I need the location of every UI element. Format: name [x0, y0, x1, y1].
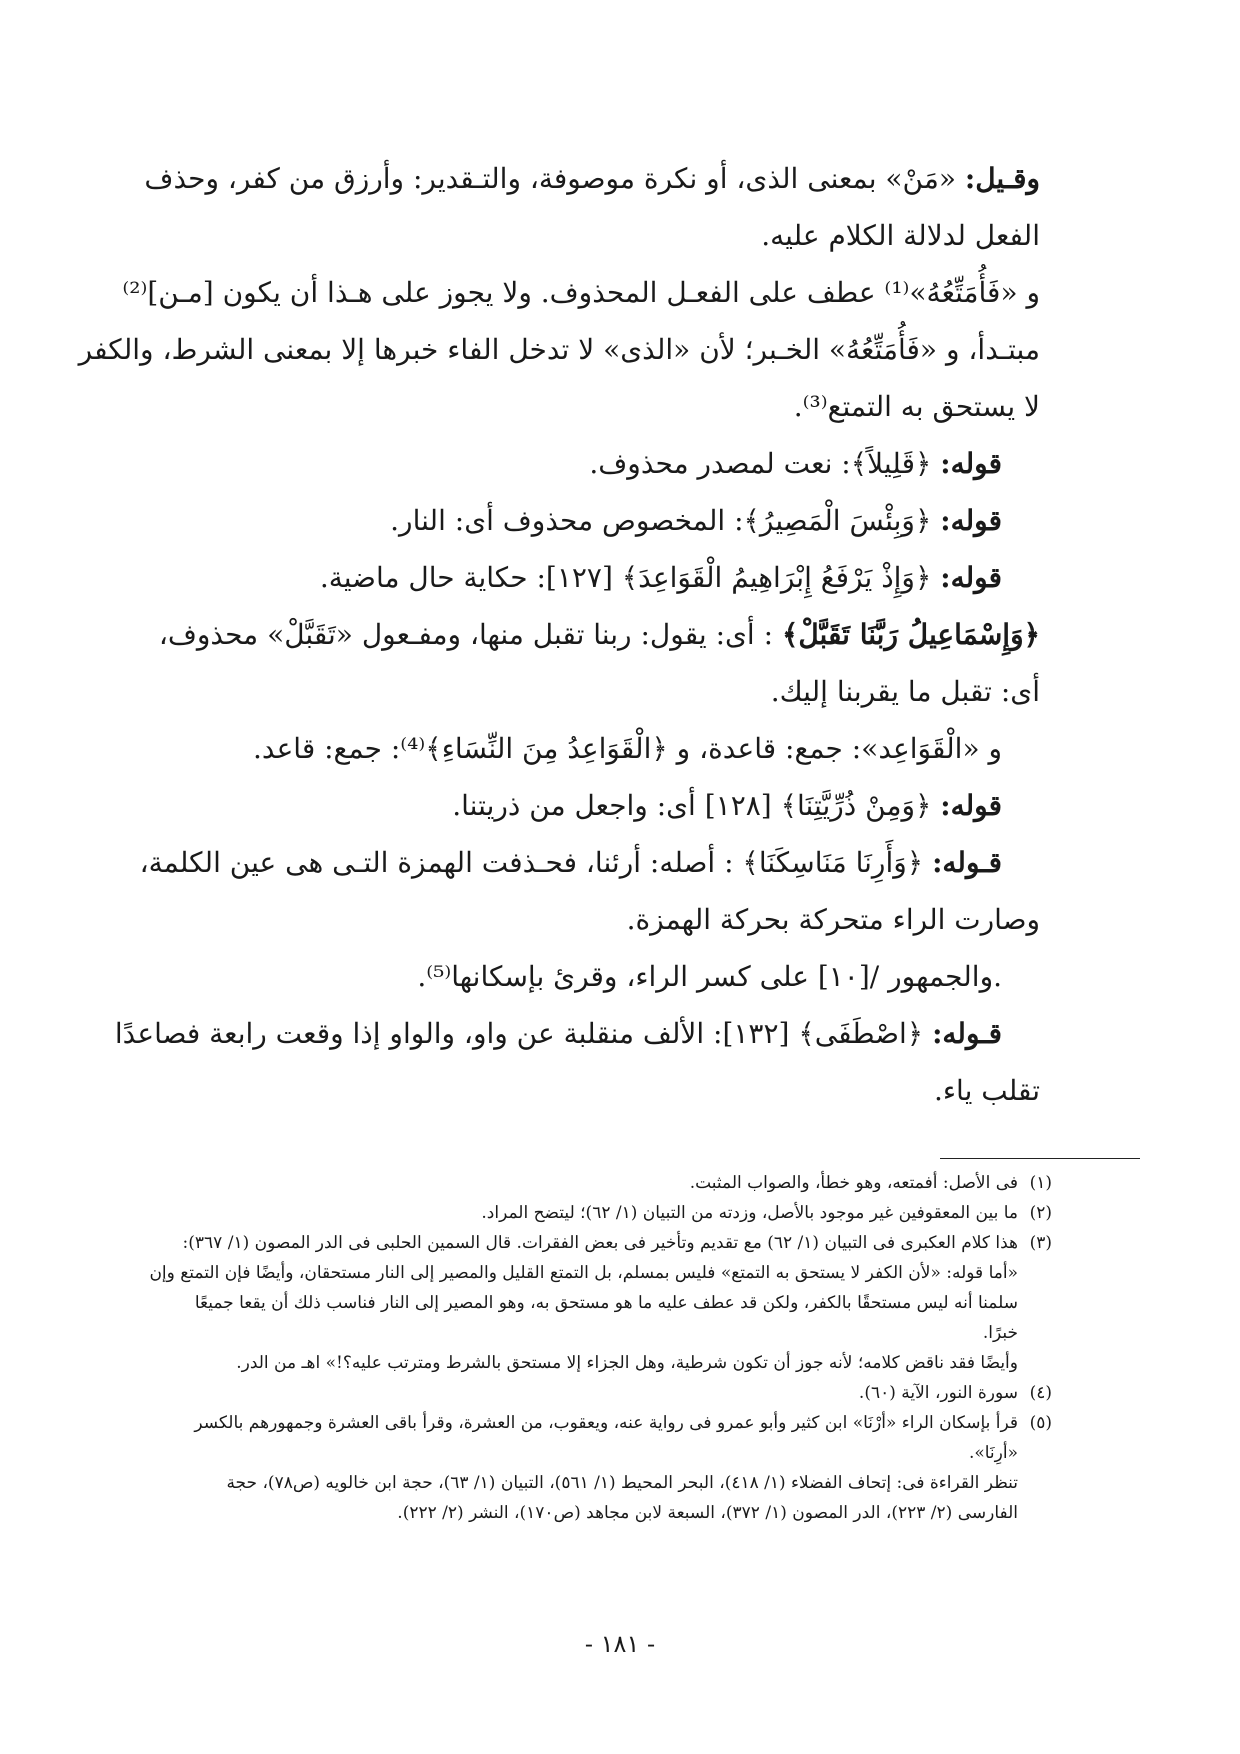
line-text: وصارت الراء متحركة بحركة الهمزة. [626, 903, 1040, 936]
footnote-text: خبرًا. [982, 1323, 1018, 1343]
footnote-text: تنظر القراءة فى: إتحاف الفضلاء (١/ ٤١٨)، البحر المحيط (١/ ٥٦١)، التبيان (١/ ٦٣)، حجة ابن خالويه (ص٧٨)، حجة [226, 1473, 1018, 1493]
line-text: مبتـدأ، و «فَأُمَتِّعُهُ» الخـبر؛ لأن «الذى» لا تدخل الفاء خبرها إلا بمعنى الشرط، والكفر [78, 333, 1040, 366]
text-line [114, 1005, 1040, 1062]
text-line [200, 720, 1040, 777]
footnote-text: قرأ بإسكان الراء «أرْنَا» ابن كثير وأبو عمرو فى رواية عنه، ويعقوب، من العشرة، وقرأ باقى العشرة وجمهورهم بالكسر [194, 1413, 1018, 1433]
text-line [200, 891, 1040, 948]
footnote-number: (٤) [1029, 1383, 1052, 1403]
footnote-text: سلمنا أنه ليس مستحقًا بالكفر، ولكن قد عطف عليه ما هو مستحق به، وهو المصير إلى النار فناسب ذلك أن يقعا جميعًا [194, 1293, 1018, 1313]
footnotes [149, 1168, 1052, 1528]
line-lead: قوله: [940, 561, 1002, 594]
line-text: : أى: يقول: ربنا تقبل منها، ومفـعول «تَقَبَّلْ» محذوف، [158, 618, 782, 651]
text-line [200, 1062, 1040, 1119]
footnote-line [200, 1348, 1052, 1378]
line-text: و «الْقَوَاعِد»: جمع: قاعدة، و ﴿الْقَوَاعِدُ مِنَ النِّسَاءِ﴾⁽⁴⁾: جمع: قاعد. [253, 732, 1002, 765]
line-text: ﴿وَأَرِنَا مَنَاسِكَنَا﴾ : أصله: أرئنا، فحـذفت الهمزة التـى هى عين الكلمة، [139, 846, 933, 879]
text-line [139, 834, 1040, 891]
footnote-text: «أرِنَا». [968, 1443, 1018, 1463]
footnote-text: سورة النور، الآية (٦٠). [858, 1383, 1018, 1403]
footnote-number: (٥) [1029, 1413, 1052, 1433]
text-line [158, 606, 1040, 663]
line-text: «مَنْ» بمعنى الذى، أو نكرة موصوفة، والتـقدير: وأرزق من كفر، وحذف [144, 162, 965, 195]
text-line [122, 264, 1040, 321]
footnote-line [200, 1438, 1052, 1468]
footnote-number: (٢) [1029, 1203, 1052, 1223]
line-text: الفعل لدلالة الكلام عليه. [761, 219, 1040, 252]
line-text: أى: تقبل ما يقربنا إليك. [770, 675, 1040, 708]
footnote-separator [940, 1158, 1140, 1159]
footnote-line [149, 1258, 1052, 1288]
footnote-line [200, 1498, 1052, 1528]
footnote-line [200, 1168, 1052, 1198]
line-text: ﴿وَبِئْسَ الْمَصِيرُ﴾: المخصوص محذوف أى: النار. [390, 504, 941, 537]
footnote-text: وأيضًا فقد ناقض كلامه؛ لأنه جوز أن تكون شرطية، وهل الجزاء إلا مستحق بالشرط ومترتب عليه؟!» اهـ من الدر. [236, 1353, 1018, 1373]
footnote-line [200, 1198, 1052, 1228]
text-line [78, 321, 1040, 378]
line-text: تقلب ياء. [933, 1074, 1040, 1107]
footnote-number: (١) [1029, 1173, 1052, 1193]
text-line [200, 663, 1040, 720]
line-lead: وقـيل: [964, 162, 1040, 195]
footnote-text: الفارسى (٢/ ٢٢٣)، الدر المصون (١/ ٣٧٢)، السبعة لابن مجاهد (ص١٧٠)، النشر (٢/ ٢٢٢). [397, 1503, 1018, 1523]
text-line [200, 948, 1040, 1005]
line-lead: قـوله: [932, 1017, 1002, 1050]
text-line [144, 150, 1040, 207]
main-text [78, 150, 1040, 1119]
page-number: - ١٨١ - [584, 1630, 656, 1658]
text-line [200, 492, 1040, 549]
footnote-line [194, 1408, 1052, 1438]
line-text: لا يستحق به التمتع⁽³⁾. [793, 390, 1040, 423]
line-text: ﴿اصْطَفَى﴾ [١٣٢]: الألف منقلبة عن واو، والواو إذا وقعت رابعة فصاعدًا [114, 1017, 933, 1050]
footnote-text: «أما قوله: «لأن الكفر لا يستحق به التمتع» فليس بمسلم، بل التمتع القليل والمصير إلى النار مستحقان، وأيضًا فإن التمتع وإن [149, 1263, 1018, 1283]
line-lead: قوله: [940, 447, 1002, 480]
line-lead: قـوله: [932, 846, 1002, 879]
footnote-line [200, 1468, 1052, 1498]
line-text: و «فَأُمَتِّعُهُ»⁽¹⁾ عطف على الفعـل المحذوف. ولا يجوز على هـذا أن يكون [مـن]⁽²⁾ [122, 276, 1040, 309]
footnote-line [200, 1378, 1052, 1408]
line-text: ﴿قَلِيلاً﴾: نعت لمصدر محذوف. [589, 447, 941, 480]
footnote-text: هذا كلام العكبرى فى التبيان (١/ ٦٢) مع تقديم وتأخير فى بعض الفقرات. قال السمين الحلبى فى الدر المصون (١/ ٣٦٧): [182, 1233, 1018, 1253]
text-line [200, 207, 1040, 264]
line-lead: قوله: [940, 789, 1002, 822]
text-line [200, 435, 1040, 492]
footnote-line [182, 1228, 1052, 1258]
line-text: .والجمهور /[١٠] على كسر الراء، وقرئ بإسكانها⁽⁵⁾. [417, 960, 1002, 993]
line-text: ﴿وَمِنْ ذُرِّيَّتِنَا﴾ [١٢٨] أى: واجعل من ذريتنا. [452, 789, 941, 822]
footnote-number: (٣) [1029, 1233, 1052, 1253]
text-line [200, 549, 1040, 606]
footnote-line [194, 1288, 1052, 1318]
text-line [200, 378, 1040, 435]
line-lead: ﴿وَإِسْمَاعِيلُ رَبَّنَا تَقَبَّلْ﴾ [781, 618, 1040, 651]
footnote-line [200, 1318, 1052, 1348]
line-lead: قوله: [940, 504, 1002, 537]
footnote-text: ما بين المعقوفين غير موجود بالأصل، وزدته من التبيان (١/ ٦٢)؛ ليتضح المراد. [481, 1203, 1018, 1223]
text-line [200, 777, 1040, 834]
footnote-text: فى الأصل: أفمتعه، وهو خطأ، والصواب المثبت. [689, 1173, 1018, 1193]
line-text: ﴿وَإِذْ يَرْفَعُ إِبْرَاهِيمُ الْقَوَاعِدَ﴾ [١٢٧]: حكاية حال ماضية. [319, 561, 941, 594]
